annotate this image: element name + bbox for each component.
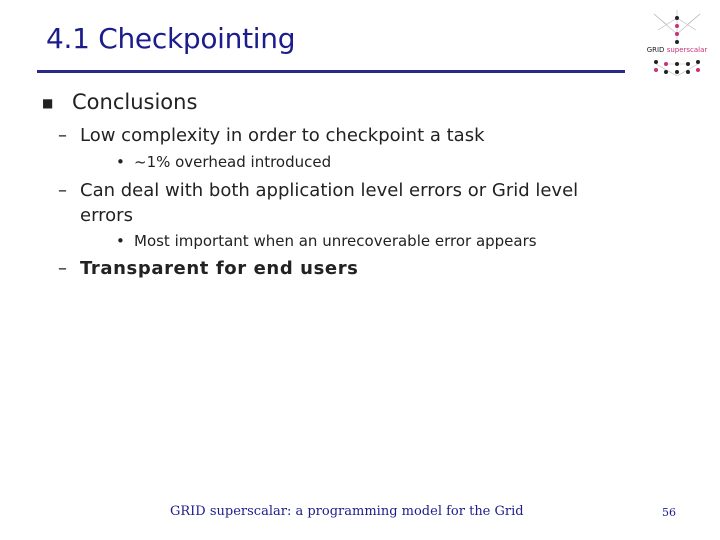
dash-bullet-icon: – [58,125,67,146]
dash-bullet-icon: – [58,258,67,279]
logo-graph-icon [644,4,710,82]
section-heading-text: Conclusions [72,90,198,114]
bullet-text-line2: errors [80,205,133,226]
grid-superscalar-logo [644,4,710,82]
bullet-text-line1: Can deal with both application level errors or Grid level [80,180,579,201]
square-bullet-icon: ■ [42,96,54,110]
page-number: 56 [662,506,676,519]
dash-bullet-icon: – [58,180,67,201]
bullet-text: Transparent for end users [80,258,359,279]
logo-text-main: GRID [646,46,665,54]
sub-bullet-text: Most important when an unrecoverable error appears [134,232,537,250]
logo-text [644,46,710,54]
logo-text-accent: superscalar [666,46,708,54]
bullet-text: Low complexity in order to checkpoint a task [80,125,485,146]
dot-bullet-icon: • [116,232,125,250]
dot-bullet-icon: • [116,153,125,171]
title-underline [37,70,625,73]
footer-text: GRID superscalar: a programming model for the Grid [170,504,524,519]
sub-bullet-text: ~1% overhead introduced [134,153,332,171]
slide-title: 4.1 Checkpointing [46,22,296,55]
